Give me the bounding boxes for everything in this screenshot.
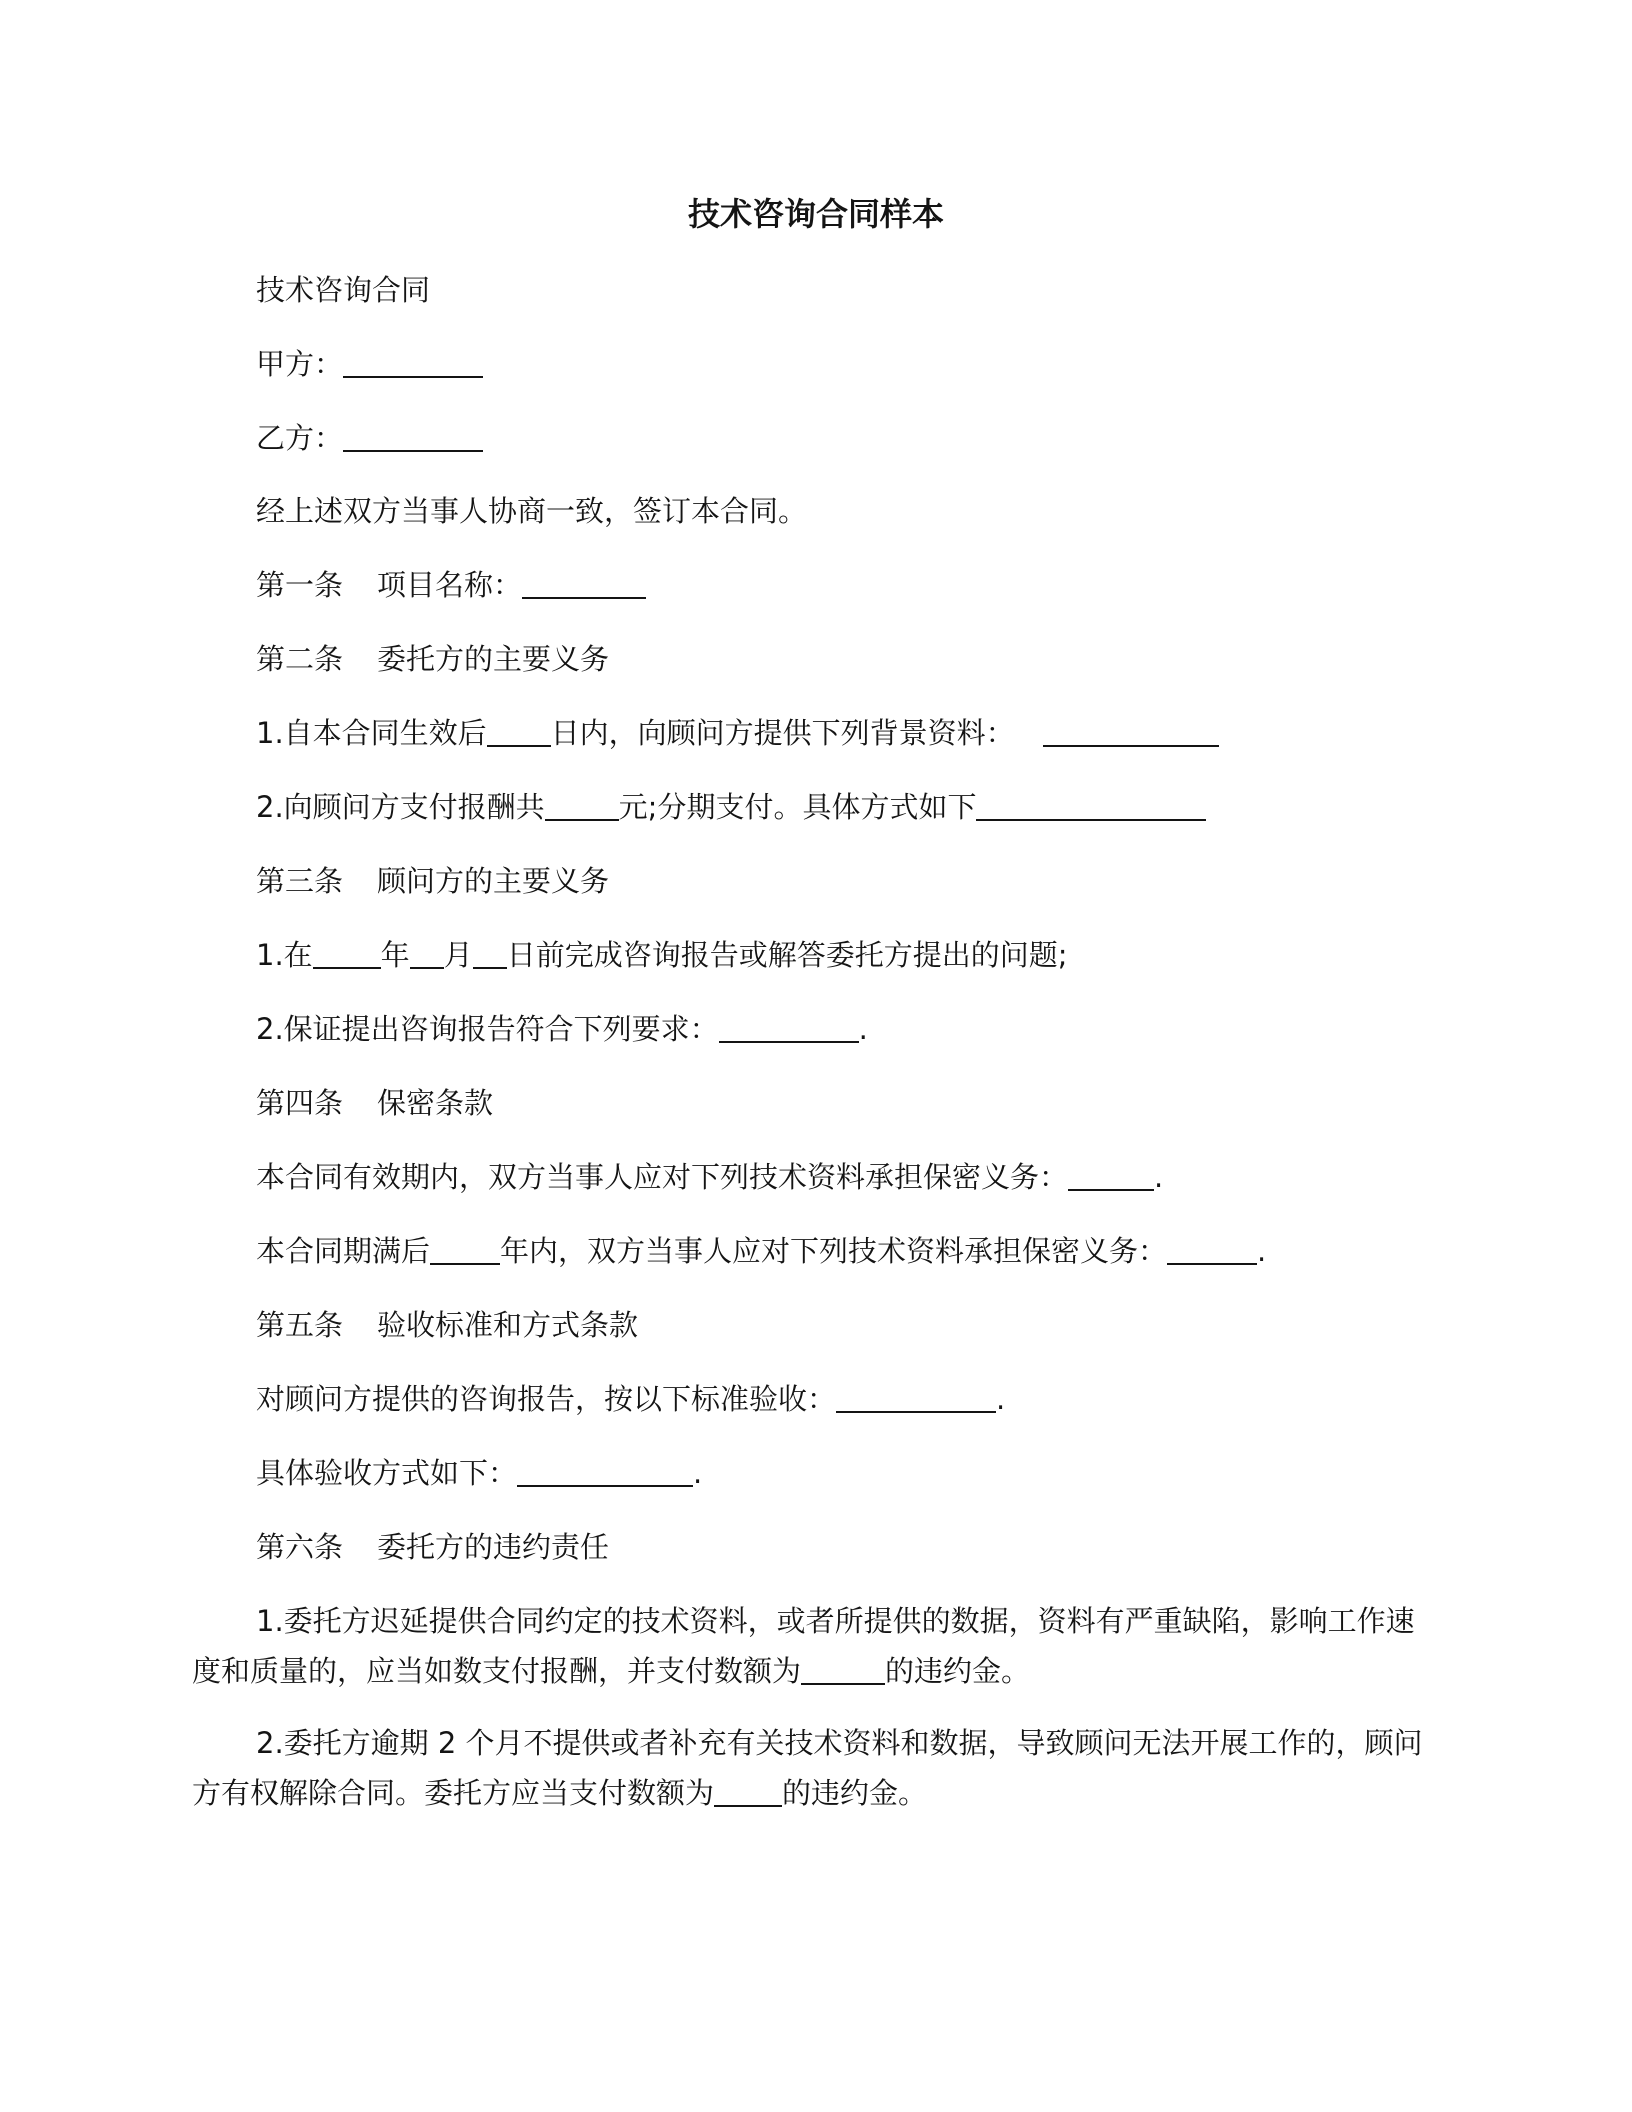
article-5-para-1: [256, 1379, 1005, 1419]
article-6-para-2-text-a: 2.委托方逾期 2 个月不提供或者补充有关技术资料和数据，导致顾问无法开展工作的，顾问方有权解除合同。委托方应当支付数额为: [192, 1726, 1423, 1810]
article-6-heading: [256, 1527, 609, 1567]
party-b-line: [256, 418, 483, 458]
article-2-item-2-text-a: 2.向顾问方支付报酬共: [256, 790, 545, 824]
article-2-number: 第二条: [256, 642, 344, 676]
period: .: [693, 1456, 703, 1490]
article-6-number: 第六条: [256, 1530, 344, 1564]
article-2-item-1-text-a: 1.自本合同生效后: [256, 716, 487, 750]
article-4-para-1: [256, 1157, 1163, 1197]
period: .: [996, 1382, 1006, 1416]
period: .: [858, 1012, 868, 1046]
period: .: [1257, 1234, 1267, 1268]
article-3-name: 顾问方的主要义务: [377, 864, 610, 898]
article-6-para-2-text-b: 的违约金。: [782, 1776, 928, 1810]
article-4-para-2: [256, 1231, 1266, 1271]
fee-blank: [545, 789, 619, 821]
article-6-para-1-text-b: 的违约金。: [885, 1654, 1031, 1688]
party-a-blank: [343, 346, 483, 378]
article-3-item-2-text: 2.保证提出咨询报告符合下列要求：: [256, 1012, 719, 1046]
document-title: 技术咨询合同样本: [687, 195, 944, 233]
article-5-name: 验收标准和方式条款: [377, 1308, 639, 1342]
article-1-name: 项目名称：: [377, 568, 523, 602]
article-4-heading: [256, 1083, 493, 1123]
article-6-name: 委托方的违约责任: [377, 1530, 610, 1564]
article-3-item-2: [256, 1009, 868, 1049]
confidential-materials-blank: [1068, 1159, 1154, 1191]
article-4-para-1-text: 本合同有效期内，双方当事人应对下列技术资料承担保密义务：: [256, 1160, 1069, 1194]
penalty-amount-blank-1: [801, 1653, 885, 1685]
article-5-para-2-text: 具体验收方式如下：: [256, 1456, 518, 1490]
day-blank: [473, 937, 507, 969]
article-3-item-1: [256, 935, 1067, 975]
month-label: 月: [443, 938, 473, 972]
party-a-label: 甲方：: [256, 347, 344, 381]
article-6-para-1-text-a: 1.委托方迟延提供合同约定的技术资料，或者所提供的数据，资料有严重缺陷，影响工作速度和质量的，应当如数支付报酬，并支付数额为: [192, 1604, 1415, 1688]
article-2-item-2: [256, 787, 1206, 827]
article-4-number: 第四条: [256, 1086, 344, 1120]
period: .: [1154, 1160, 1164, 1194]
year-blank: [313, 937, 381, 969]
payment-method-blank: [976, 789, 1206, 821]
years-after-blank: [430, 1233, 500, 1265]
intro-line: 经上述双方当事人协商一致，签订本合同。: [256, 494, 808, 528]
party-b-label: 乙方：: [256, 421, 344, 455]
report-requirements-blank: [719, 1011, 859, 1043]
article-2-item-1: [256, 713, 1219, 753]
article-6-para-2: [192, 1718, 1442, 1818]
days-blank: [487, 715, 551, 747]
article-3-heading: [256, 861, 609, 901]
party-b-blank: [343, 420, 483, 452]
article-5-number: 第五条: [256, 1308, 344, 1342]
project-name-blank: [522, 567, 646, 599]
penalty-amount-blank-2: [714, 1775, 782, 1807]
article-2-name: 委托方的主要义务: [377, 642, 610, 676]
acceptance-method-blank: [517, 1455, 693, 1487]
article-3-item-1-text-b: 日前完成咨询报告或解答委托方提出的问题;: [506, 938, 1068, 972]
article-2-item-1-text-b: 日内，向顾问方提供下列背景资料：: [550, 716, 1015, 750]
party-a-line: [256, 344, 483, 384]
article-4-name: 保密条款: [377, 1086, 494, 1120]
article-4-para-2-text-b: 年内，双方当事人应对下列技术资料承担保密义务：: [500, 1234, 1168, 1268]
contract-subtitle: 技术咨询合同: [256, 273, 431, 307]
acceptance-standard-blank: [836, 1381, 996, 1413]
month-blank: [410, 937, 444, 969]
article-3-number: 第三条: [256, 864, 344, 898]
year-label: 年: [380, 938, 410, 972]
background-materials-blank: [1043, 715, 1219, 747]
article-5-para-2: [256, 1453, 702, 1493]
article-2-heading: [256, 639, 609, 679]
article-1-heading: [256, 565, 646, 605]
article-5-heading: [256, 1305, 638, 1345]
article-1-number: 第一条: [256, 568, 344, 602]
post-term-materials-blank: [1167, 1233, 1257, 1265]
article-5-para-1-text: 对顾问方提供的咨询报告，按以下标准验收：: [256, 1382, 837, 1416]
article-4-para-2-text-a: 本合同期满后: [256, 1234, 431, 1268]
article-2-item-2-text-b: 元;分期支付。具体方式如下: [618, 790, 977, 824]
article-3-item-1-text-a: 1.在: [256, 938, 313, 972]
article-6-para-1: [192, 1596, 1442, 1696]
